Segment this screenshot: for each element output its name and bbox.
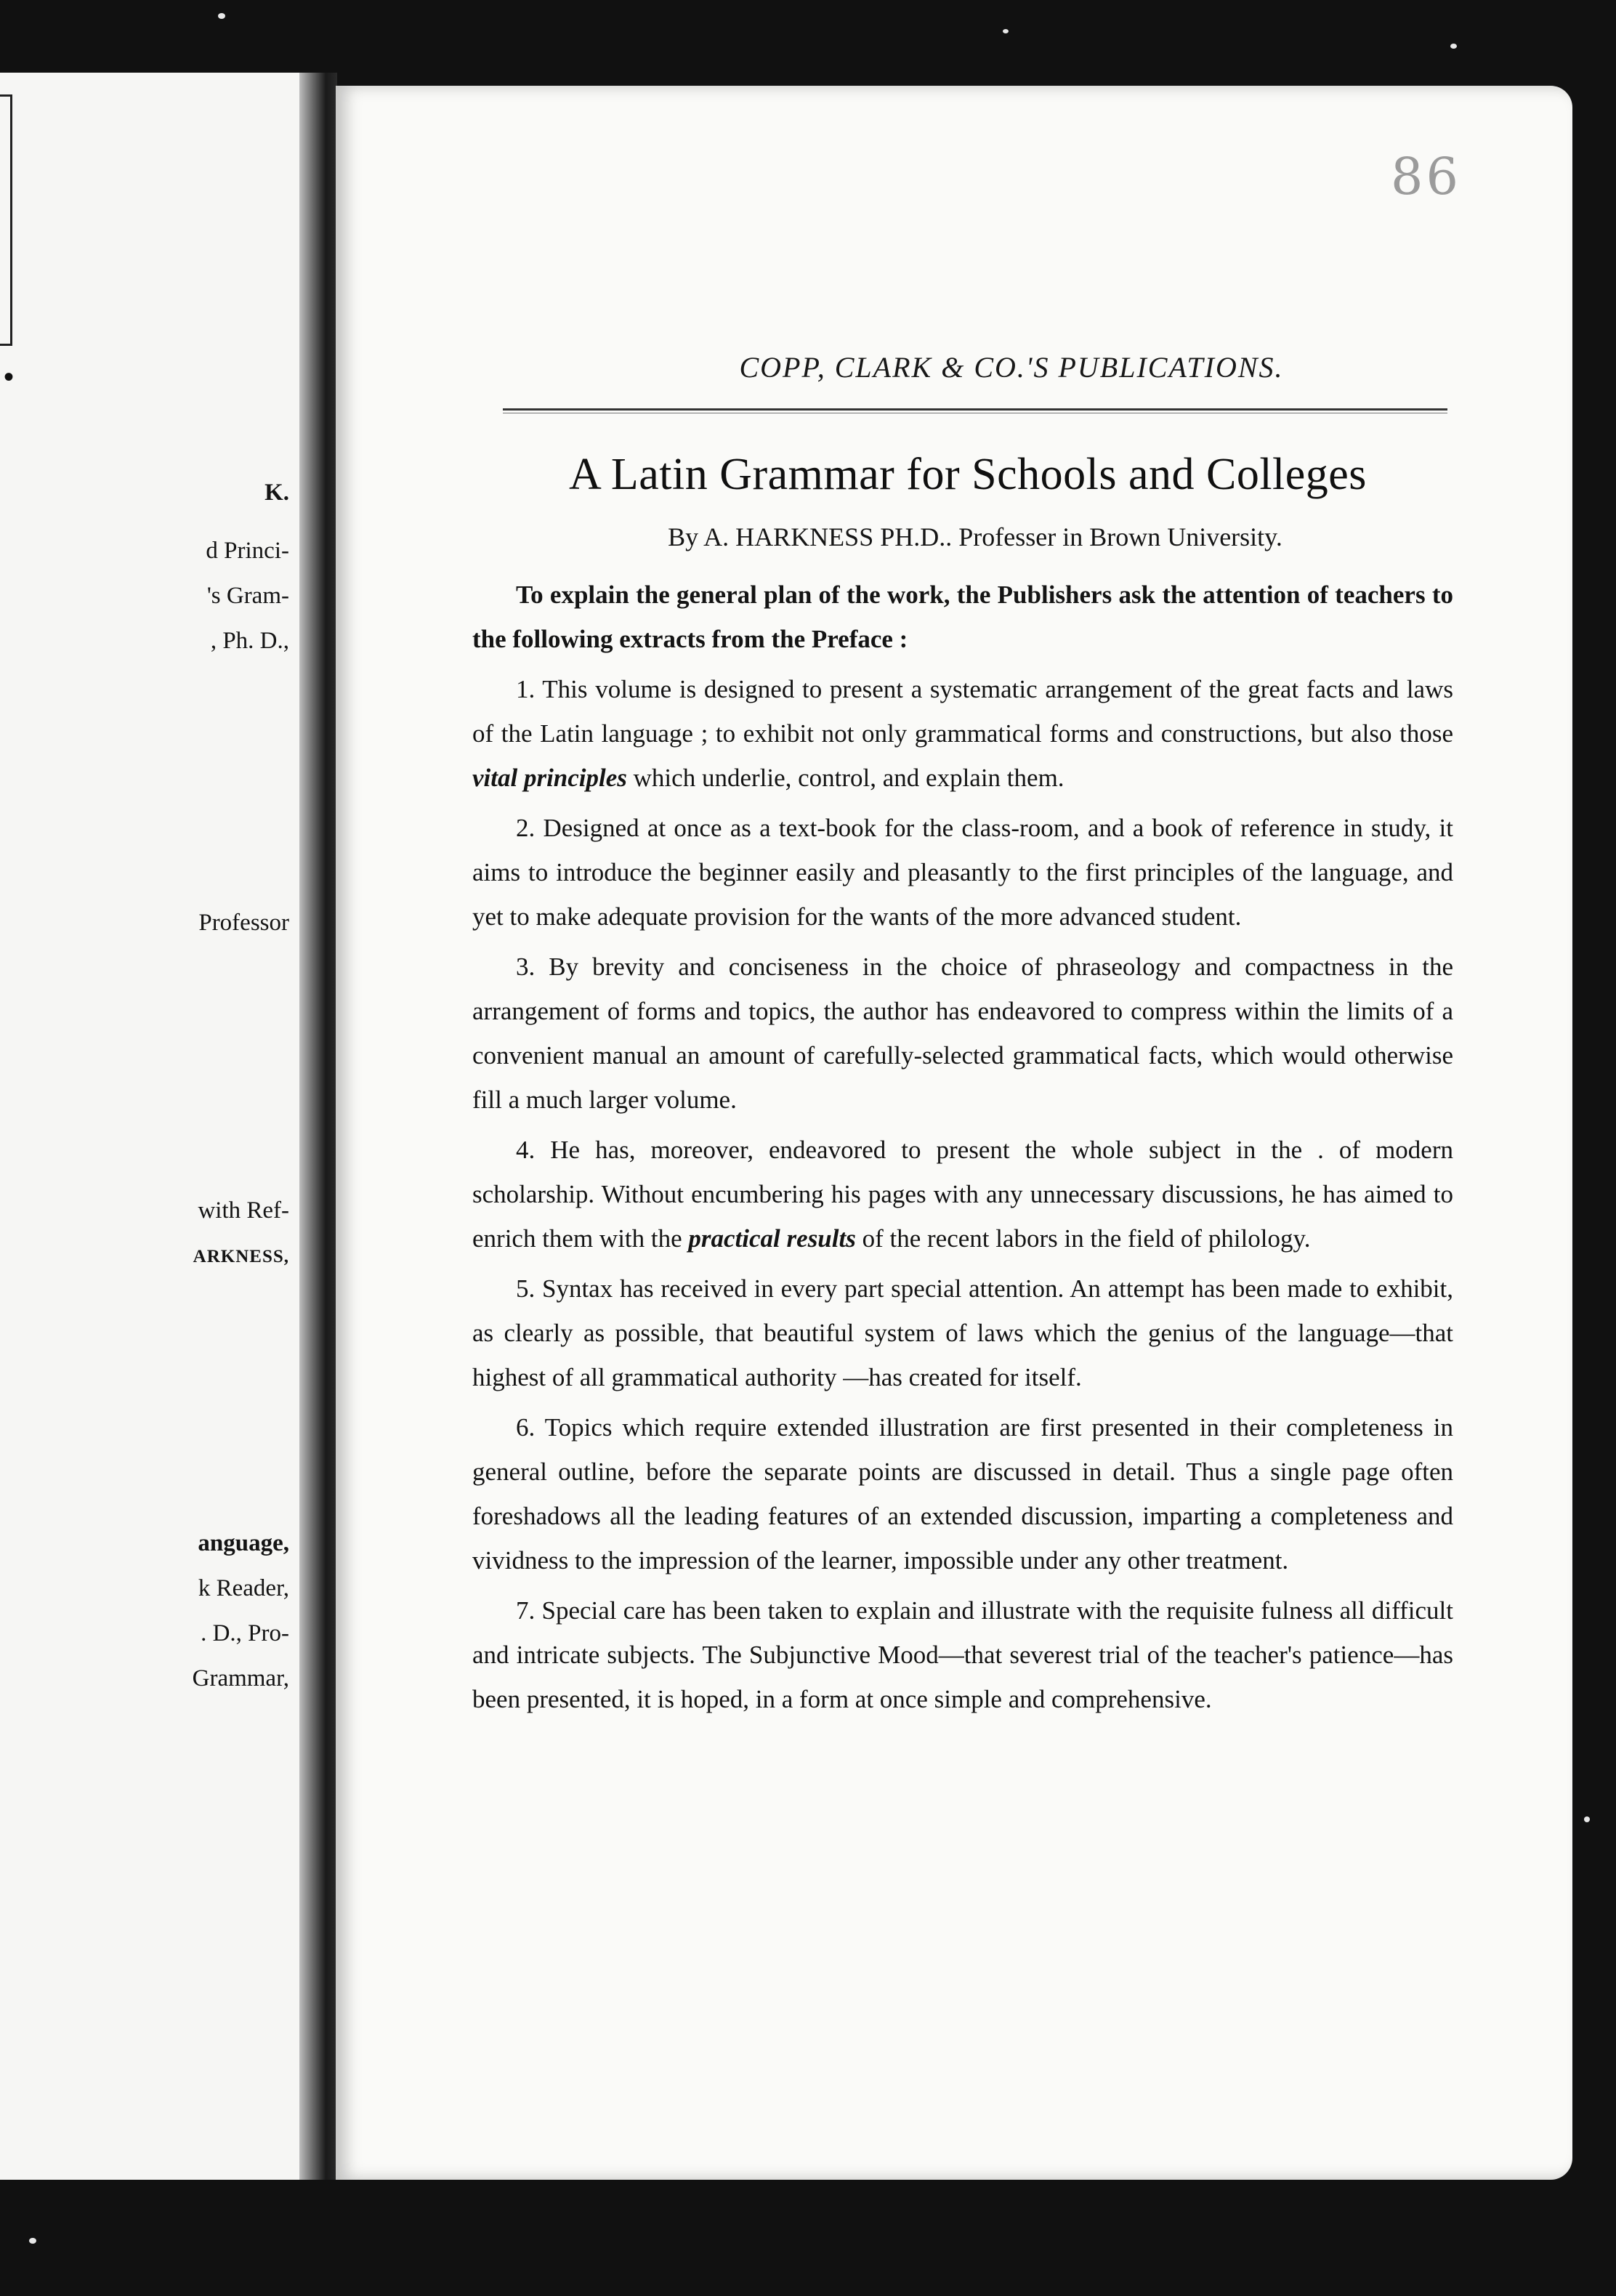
left-fragment: . D., Pro-	[201, 1620, 289, 1646]
scan-speck	[29, 2238, 36, 2244]
emphasis-text: vital principles	[472, 764, 627, 792]
scan-speck	[218, 13, 225, 19]
left-fragment: anguage,	[198, 1530, 289, 1556]
paragraph-text: 5. Syntax has received in every part special attention. An attempt has been made to exhibit, as clearly as possible, that beautiful system of laws which the genius of the language—that highest of all grammatical authority —has created for itself.	[472, 1274, 1453, 1391]
page-number: 86	[1391, 147, 1462, 206]
right-page	[336, 86, 1572, 2180]
header-rule	[503, 408, 1447, 413]
paragraph	[472, 1588, 1453, 1721]
paragraph	[472, 806, 1453, 939]
left-fragment: 's Gram-	[206, 583, 289, 609]
intro-paragraph: To explain the general plan of the work, the Publishers ask the attention of teachers to the following extracts from the Preface :	[472, 581, 1453, 653]
paragraph-text: 2. Designed at once as a text-book for the class-room, and a book of reference in study, it aims to introduce the beginner easily and pleasantly to the first principles of the language, and yet to make adequate provision for the wants of the more advanced student.	[472, 814, 1453, 931]
paragraph-text: 1. This volume is designed to present a systematic arrangement of the great facts and laws of the Latin language ; to exhibit not only grammatical forms and constructions, but also those	[472, 675, 1453, 748]
paragraph	[472, 945, 1453, 1122]
left-fragment: d Princi-	[206, 538, 289, 564]
byline: By A. HARKNESS PH.D.. Professer in Brown University.	[668, 522, 1282, 551]
paragraph	[472, 1405, 1453, 1582]
book-title: A Latin Grammar for Schools and Colleges	[569, 450, 1367, 499]
scan-speck	[1584, 1816, 1590, 1822]
paragraph	[472, 1266, 1453, 1399]
book-gutter	[299, 73, 337, 2180]
paragraph	[472, 667, 1453, 800]
left-page-frame-edge	[0, 94, 12, 346]
running-head: COPP, CLARK & CO.'S PUBLICATIONS.	[739, 351, 1284, 384]
left-page-mark: •	[4, 360, 15, 393]
paragraph-text: 7. Special care has been taken to explain and illustrate with the requisite fulness all difficult and intricate subjects. The Subjunctive Mood—that severest trial of the teacher's patience—has been presented, it is hoped, in a form at once simple and comprehensive.	[472, 1596, 1453, 1713]
left-fragment: ARKNESS,	[193, 1247, 289, 1266]
scan-speck	[1450, 44, 1457, 49]
emphasis-text: practical results	[688, 1224, 856, 1253]
left-fragment: with Ref-	[198, 1197, 289, 1224]
paragraph-text: which underlie, control, and explain them.	[626, 764, 1064, 792]
left-fragment: , Ph. D.,	[210, 628, 289, 654]
body-text	[472, 573, 1453, 1727]
left-fragment: Professor	[198, 910, 289, 936]
paragraph-text: 6. Topics which require extended illustration are first presented in their completeness in general outline, before the separate points are discussed in detail. Thus a single page often foreshadows all the leading features of an extended discussion, imparting a completeness and vividness to the impression of the learner, impossible under any other treatment.	[472, 1413, 1453, 1575]
left-fragment: K.	[264, 480, 289, 506]
left-fragment: Grammar,	[192, 1665, 289, 1691]
paragraph-text: 3. By brevity and conciseness in the choice of phraseology and compactness in the arrangement of forms and topics, the author has endeavored to compress within the limits of a convenient manual an amount of carefully-selected grammatical facts, which would otherwise fill a much larger volume.	[472, 953, 1453, 1114]
scan-speck	[1003, 29, 1009, 33]
paragraph-text: 4. He has, moreover, endeavored to present the whole subject in the . of modern scholarship. Without encumbering his pages with any unnecessary discussions, he has aimed to enrich them with the	[472, 1136, 1453, 1253]
paragraph-text: of the recent labors in the field of philology.	[855, 1224, 1311, 1253]
left-fragment: k Reader,	[198, 1575, 289, 1601]
paragraph	[472, 1128, 1453, 1261]
left-page	[0, 73, 299, 2180]
